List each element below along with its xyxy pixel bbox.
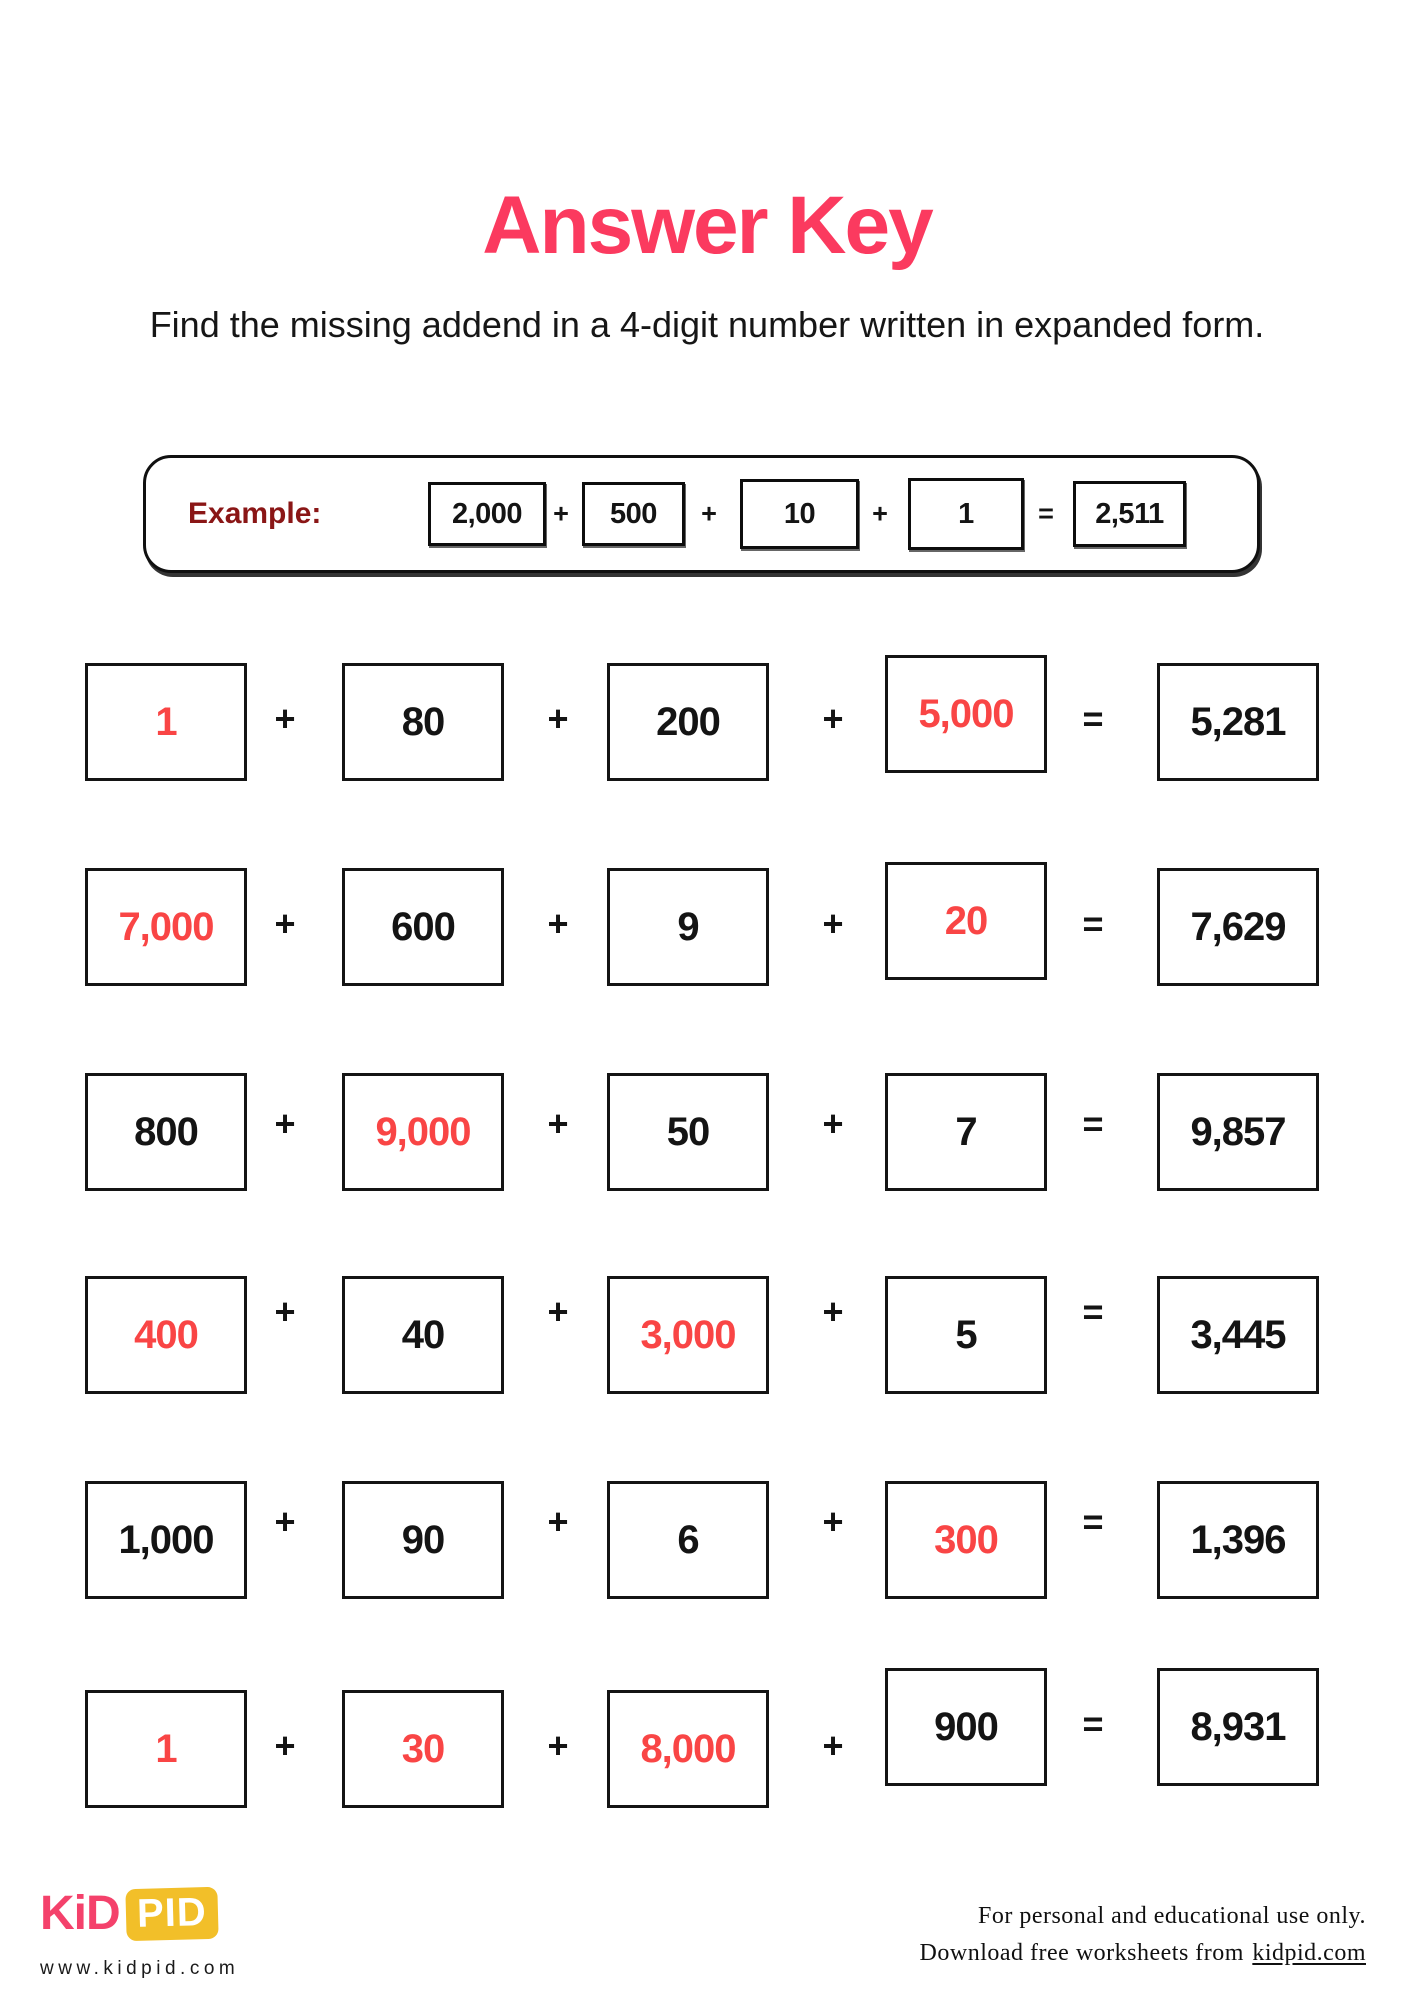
logo-pid-badge: PID (125, 1887, 218, 1941)
problem-row (0, 1690, 1414, 1802)
result-box (1157, 1481, 1319, 1599)
problem-row (0, 868, 1414, 980)
addend-box (607, 1481, 769, 1599)
addend-box (85, 1690, 247, 1808)
usage-notice (920, 1898, 1366, 1972)
plus-sign: + (547, 698, 569, 739)
plus-sign: + (701, 498, 717, 529)
equals-sign: = (1082, 903, 1104, 944)
example-addend-box: 1 (908, 478, 1024, 550)
result-value: 1,396 (1190, 1517, 1286, 1562)
addend-box (885, 862, 1047, 980)
addend-value: 1 (155, 699, 177, 744)
result-box (1157, 1276, 1319, 1394)
result-value: 3,445 (1190, 1312, 1286, 1357)
problem-row (0, 1073, 1414, 1185)
addend-box (607, 1690, 769, 1808)
addend-box (85, 663, 247, 781)
plus-sign: + (547, 903, 569, 944)
logo-kid-text: KiD (40, 1887, 120, 1940)
addend-value: 300 (934, 1517, 998, 1562)
addend-box (607, 1073, 769, 1191)
addend-value: 5 (955, 1312, 977, 1357)
problem-row (0, 663, 1414, 775)
example-addend-box: 2,000 (428, 482, 546, 546)
addend-box (885, 1073, 1047, 1191)
addend-value: 5,000 (918, 691, 1014, 736)
equals-sign: = (1082, 1703, 1104, 1744)
problem-row (0, 1481, 1414, 1593)
plus-sign: + (547, 1725, 569, 1766)
addend-value: 30 (401, 1726, 445, 1771)
example-addend-box: 500 (582, 482, 685, 546)
result-value: 5,281 (1190, 699, 1286, 744)
addend-box (342, 1276, 504, 1394)
plus-sign: + (547, 1291, 569, 1332)
plus-sign: + (822, 698, 844, 739)
plus-sign: + (274, 1103, 296, 1144)
equals-sign: = (1082, 1501, 1104, 1542)
plus-sign: + (274, 1291, 296, 1332)
example-label: Example: (188, 497, 322, 530)
addend-value: 20 (944, 898, 988, 943)
addend-value: 600 (391, 904, 455, 949)
result-value: 7,629 (1190, 904, 1286, 949)
plus-sign: + (274, 903, 296, 944)
addend-box (885, 1481, 1047, 1599)
addend-box (342, 663, 504, 781)
result-box (1157, 1073, 1319, 1191)
kidpid-link[interactable]: kidpid.com (1252, 1940, 1366, 1967)
addend-value: 9,000 (375, 1109, 471, 1154)
addend-value: 400 (134, 1312, 198, 1357)
plus-sign: + (274, 1501, 296, 1542)
plus-sign: + (822, 1501, 844, 1542)
addend-value: 6 (677, 1517, 699, 1562)
addend-value: 200 (656, 699, 720, 744)
website-url: www.kidpid.com (40, 1958, 240, 1979)
addend-box (607, 868, 769, 986)
plus-sign: + (547, 1501, 569, 1542)
plus-sign: + (547, 1103, 569, 1144)
plus-sign: + (822, 1725, 844, 1766)
usage-line2 (920, 1935, 1366, 1972)
result-value: 9,857 (1190, 1109, 1286, 1154)
addend-value: 1 (155, 1726, 177, 1771)
addend-box (342, 1690, 504, 1808)
usage-line1: For personal and educational use only. (977, 1903, 1366, 1929)
addend-box (342, 868, 504, 986)
result-box (1157, 663, 1319, 781)
addend-box (885, 655, 1047, 773)
addend-value: 7,000 (118, 904, 214, 949)
addend-box (607, 1276, 769, 1394)
result-box (1157, 1668, 1319, 1786)
plus-sign: + (822, 903, 844, 944)
addend-box (85, 1073, 247, 1191)
equals-sign: = (1082, 1103, 1104, 1144)
addend-box (85, 1481, 247, 1599)
plus-sign: + (274, 698, 296, 739)
equals-sign: = (1038, 498, 1054, 529)
addend-value: 9 (677, 904, 699, 949)
addend-value: 3,000 (640, 1312, 736, 1357)
example-box (143, 455, 1260, 573)
example-addend-box: 10 (740, 479, 859, 549)
kidpid-logo (40, 1888, 217, 1940)
addend-box (342, 1073, 504, 1191)
addend-value: 7 (955, 1109, 977, 1154)
addend-value: 50 (666, 1109, 710, 1154)
addend-value: 90 (401, 1517, 445, 1562)
equals-sign: = (1082, 1291, 1104, 1332)
addend-value: 900 (934, 1704, 998, 1749)
plus-sign: + (553, 498, 569, 529)
addend-box (885, 1276, 1047, 1394)
result-box (1157, 868, 1319, 986)
instructions-text: Find the missing addend in a 4-digit number written in expanded form. (149, 304, 1265, 345)
addend-value: 1,000 (118, 1517, 214, 1562)
example-result-box: 2,511 (1073, 481, 1186, 547)
addend-value: 40 (401, 1312, 445, 1357)
addend-value: 80 (401, 699, 445, 744)
plus-sign: + (822, 1291, 844, 1332)
addend-box (85, 1276, 247, 1394)
problem-row (0, 1276, 1414, 1388)
addend-box (342, 1481, 504, 1599)
addend-box (607, 663, 769, 781)
plus-sign: + (274, 1725, 296, 1766)
addend-box (885, 1668, 1047, 1786)
plus-sign: + (872, 498, 888, 529)
page-title: Answer Key (482, 179, 932, 271)
addend-box (85, 868, 247, 986)
result-value: 8,931 (1190, 1704, 1286, 1749)
usage-line2-prefix: Download free worksheets from (919, 1940, 1244, 1967)
addend-value: 800 (134, 1109, 198, 1154)
addend-value: 8,000 (640, 1726, 736, 1771)
equals-sign: = (1082, 698, 1104, 739)
plus-sign: + (822, 1103, 844, 1144)
